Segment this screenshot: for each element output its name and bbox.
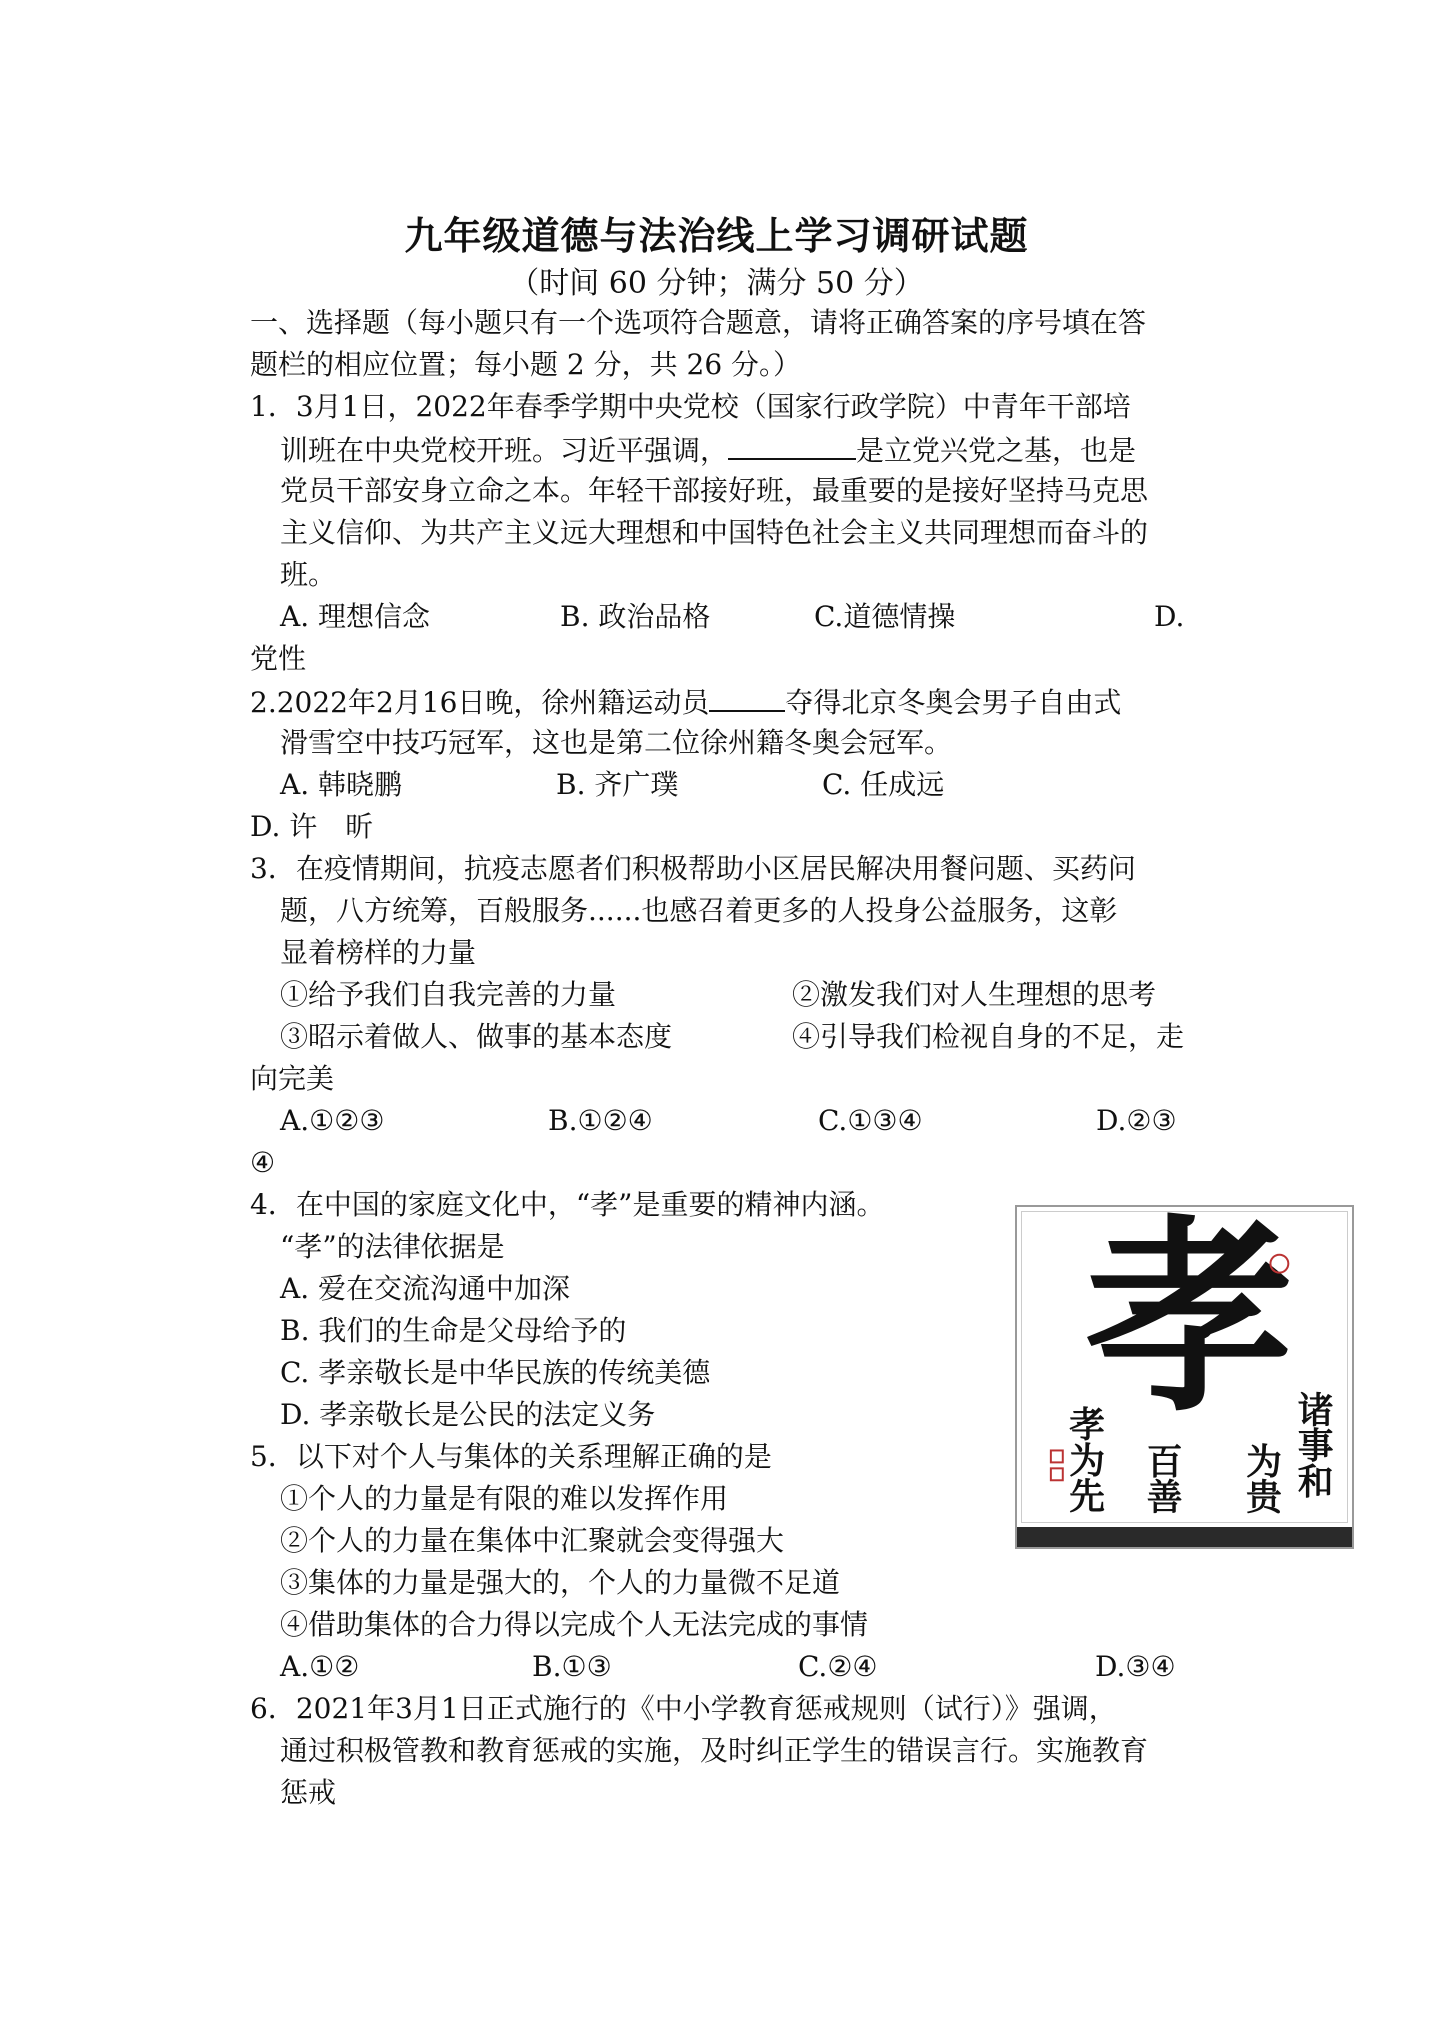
q6-stem-line: 惩戒: [280, 1776, 337, 1809]
option-c: C. 任成远: [822, 768, 945, 801]
section-instructions-line-1: 一、选择题（每小题只有一个选项符合题意，请将正确答案的序号填在答: [250, 306, 1147, 339]
seal-square-icon: [1051, 1450, 1063, 1462]
question-content: [250, 302, 1195, 1814]
calligraphy-artwork: [1022, 1212, 1347, 1522]
q5-options: [250, 1646, 1195, 1688]
q3-stem-line: 3．在疫情期间，抗疫志愿者们积极帮助小区居民解决用餐问题、买药问: [250, 852, 1136, 885]
option-a: A.①②③: [280, 1104, 385, 1137]
option-d: D.: [1154, 600, 1185, 633]
q3-statements: [250, 974, 1195, 1016]
question-3: [250, 848, 1195, 1184]
q5-stem-line: 5．以下对个人与集体的关系理解正确的是: [250, 1440, 772, 1473]
statement-1: ①个人的力量是有限的难以发挥作用: [280, 1482, 729, 1515]
statement-4: ④引导我们检视自身的不足，走: [792, 1020, 1185, 1053]
q1-stem-line: 主义信仰、为共产主义远大理想和中国特色社会主义共同理想而奋斗的: [280, 516, 1149, 549]
option-d: D.②③: [1096, 1104, 1177, 1137]
q6-stem-line: 6．2021年3月1日正式施行的《中小学教育惩戒规则（试行）》强调，: [250, 1692, 1117, 1725]
statement-2: ②激发我们对人生理想的思考: [792, 978, 1157, 1011]
main-character: 孝: [1085, 1212, 1295, 1441]
option-c: C.①③④: [818, 1104, 923, 1137]
question-1: [250, 386, 1195, 680]
answer-blank: [709, 680, 785, 712]
q1-text: 训班在中央党校开班。习近平强调，: [280, 434, 729, 467]
q2-options: [250, 764, 1195, 806]
q1-options: [250, 596, 1195, 638]
section-instructions-line-2: 题栏的相应位置；每小题 2 分，共 26 分。）: [250, 348, 802, 381]
calligraphy-image: [1015, 1205, 1354, 1549]
question-2: [250, 680, 1195, 848]
q3-options: [250, 1100, 1195, 1142]
option-d-cont: ④: [250, 1146, 276, 1179]
option-a: A.①②: [280, 1650, 360, 1683]
q1-stem-line: 班。: [280, 558, 337, 591]
q4-stem-line: “孝”的法律依据是: [280, 1230, 505, 1263]
page-title: 九年级道德与法治线上学习调研试题: [404, 213, 1029, 258]
q3-stem-line: 题，八方统筹，百般服务......也感召着更多的人投身公益服务，这彰: [280, 894, 1118, 927]
q2-stem-line: 滑雪空中技巧冠军，这也是第二位徐州籍冬奥会冠军。: [280, 726, 953, 759]
option-b: B.①②④: [548, 1104, 653, 1137]
option-a: A. 理想信念: [280, 600, 431, 633]
option-d: D. 孝亲敬长是公民的法定义务: [280, 1398, 656, 1431]
q3-statements: [250, 1016, 1195, 1058]
statement-3: ③集体的力量是强大的，个人的力量微不足道: [280, 1566, 841, 1599]
statement-3: ③昭示着做人、做事的基本态度: [280, 1020, 673, 1053]
option-c: C. 孝亲敬长是中华民族的传统美德: [280, 1356, 711, 1389]
q6-stem-line: 通过积极管教和教育惩戒的实施，及时纠正学生的错误言行。实施教育: [280, 1734, 1149, 1767]
option-b: B. 齐广璞: [556, 768, 679, 801]
q1-stem-line: [250, 428, 1195, 470]
question-6: [250, 1688, 1195, 1814]
q1-text: 是立党兴党之基，也是: [856, 434, 1137, 467]
seal-square-icon: [1051, 1468, 1063, 1480]
calligraphy-column-3: 百善: [1141, 1442, 1184, 1515]
q2-stem-line: [250, 680, 1195, 722]
calligraphy-column-2: 为贵: [1240, 1442, 1283, 1515]
calligraphy-canvas: [1021, 1211, 1348, 1523]
q2-text: 2.2022年2月16日晚，徐州籍运动员: [250, 686, 710, 719]
option-a: A. 韩晓鹏: [280, 768, 403, 801]
option-d-text: 党性: [250, 642, 307, 675]
option-b: B. 我们的生命是父母给予的: [280, 1314, 627, 1347]
q1-stem-line: 党员干部安身立命之本。年轻干部接好班，最重要的是接好坚持马克思: [280, 474, 1149, 507]
option-d: D.③④: [1095, 1650, 1176, 1683]
option-b: B. 政治品格: [560, 600, 711, 633]
statement-4: ④借助集体的合力得以完成个人无法完成的事情: [280, 1608, 869, 1641]
q2-text: 夺得北京冬奥会男子自由式: [785, 686, 1122, 719]
option-c: C.道德情操: [814, 600, 956, 633]
q1-stem-line: 1．3月1日，2022年春季学期中央党校（国家行政学院）中青年干部培: [250, 390, 1131, 423]
q3-stem-line: 显着榜样的力量: [280, 936, 477, 969]
option-d: D. 许 昕: [250, 810, 374, 843]
calligraphy-column-1: 诸事和: [1292, 1390, 1335, 1499]
image-caption-bar: [1017, 1527, 1352, 1547]
statement-2: ②个人的力量在集体中汇聚就会变得强大: [280, 1524, 785, 1557]
option-a: A. 爱在交流沟通中加深: [280, 1272, 571, 1305]
option-c: C.②④: [798, 1650, 878, 1683]
exam-info: （时间 60 分钟；满分 50 分）: [509, 266, 924, 301]
statement-1: ①给予我们自我完善的力量: [280, 978, 617, 1011]
option-b: B.①③: [532, 1650, 612, 1683]
statement-4-cont: 向完美: [250, 1062, 335, 1095]
q4-stem-line: 4．在中国的家庭文化中，“孝”是重要的精神内涵。: [250, 1188, 885, 1221]
answer-blank: [728, 428, 856, 460]
calligraphy-column-4: 孝为先: [1063, 1405, 1106, 1514]
